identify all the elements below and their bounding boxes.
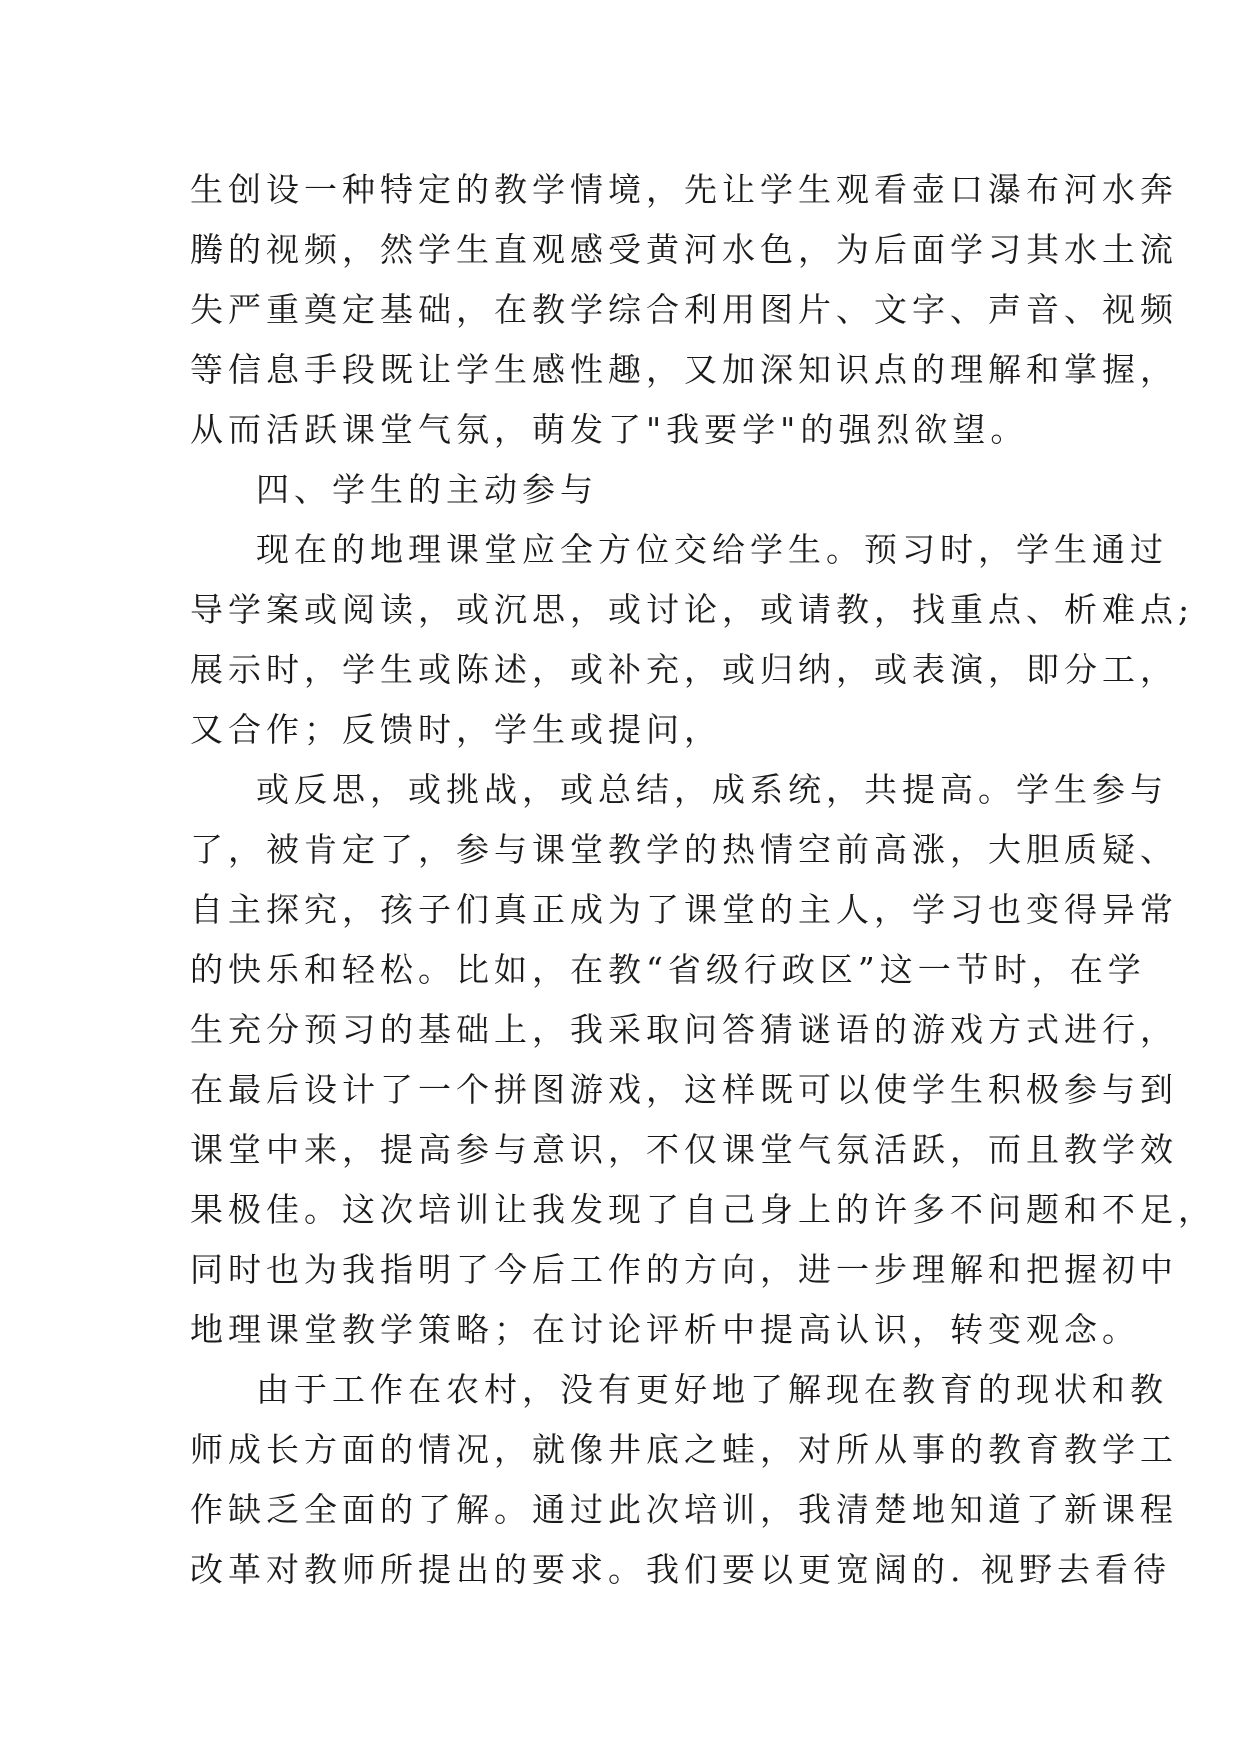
paragraph-start-line: 或反思，或挑战，或总结，成系统，共提高。学生参与 xyxy=(256,770,1168,809)
text-line: 同时也为我指明了今后工作的方向，进一步理解和把握初中 xyxy=(190,1250,1178,1289)
text-line: 展示时，学生或陈述，或补充，或归纳，或表演，即分工， xyxy=(190,650,1178,689)
text-line: 等信息手段既让学生感性趣，又加深知识点的理解和掌握， xyxy=(190,350,1178,389)
text-line: 改革对教师所提出的要求。我们要以更宽阔的. 视野去看待 xyxy=(190,1550,1171,1589)
section-heading: 四、学生的主动参与 xyxy=(256,470,598,509)
text-line: 腾的视频，然学生直观感受黄河水色，为后面学习其水土流 xyxy=(190,230,1178,269)
text-line: 失严重奠定基础，在教学综合利用图片、文字、声音、视频 xyxy=(190,290,1178,329)
text-line: 地理课堂教学策略；在讨论评析中提高认识，转变观念。 xyxy=(190,1310,1140,1349)
text-line: 导学案或阅读，或沉思，或讨论，或请教，找重点、析难点; xyxy=(190,590,1195,629)
paragraph-start-line: 由于工作在农村，没有更好地了解现在教育的现状和教 xyxy=(256,1370,1168,1409)
text-line: 生创设一种特定的教学情境，先让学生观看壶口瀑布河水奔 xyxy=(190,170,1178,209)
text-line: 从而活跃课堂气氛，萌发了"我要学"的强烈欲望。 xyxy=(190,410,1029,449)
paragraph-start-line: 现在的地理课堂应全方位交给学生。预习时，学生通过 xyxy=(256,530,1168,569)
text-line: 生充分预习的基础上，我采取问答猜谜语的游戏方式进行， xyxy=(190,1010,1178,1049)
body-text xyxy=(190,160,1216,1600)
text-line: 自主探究，孩子们真正成为了课堂的主人，学习也变得异常 xyxy=(190,890,1178,929)
text-line: 又合作；反馈时，学生或提问， xyxy=(190,710,722,749)
text-line: 了，被肯定了，参与课堂教学的热情空前高涨，大胆质疑、 xyxy=(190,830,1178,869)
text-line: 作缺乏全面的了解。通过此次培训，我清楚地知道了新课程 xyxy=(190,1490,1178,1529)
text-line: 师成长方面的情况，就像井底之蛙，对所从事的教育教学工 xyxy=(190,1430,1178,1469)
text-line: 果极佳。这次培训让我发现了自己身上的许多不问题和不足， xyxy=(190,1190,1216,1229)
text-line: 课堂中来，提高参与意识，不仅课堂气氛活跃，而且教学效 xyxy=(190,1130,1178,1169)
text-line: 在最后设计了一个拼图游戏，这样既可以使学生积极参与到 xyxy=(190,1070,1178,1109)
text-line: 的快乐和轻松。比如，在教“省级行政区”这一节时，在学 xyxy=(190,950,1146,989)
